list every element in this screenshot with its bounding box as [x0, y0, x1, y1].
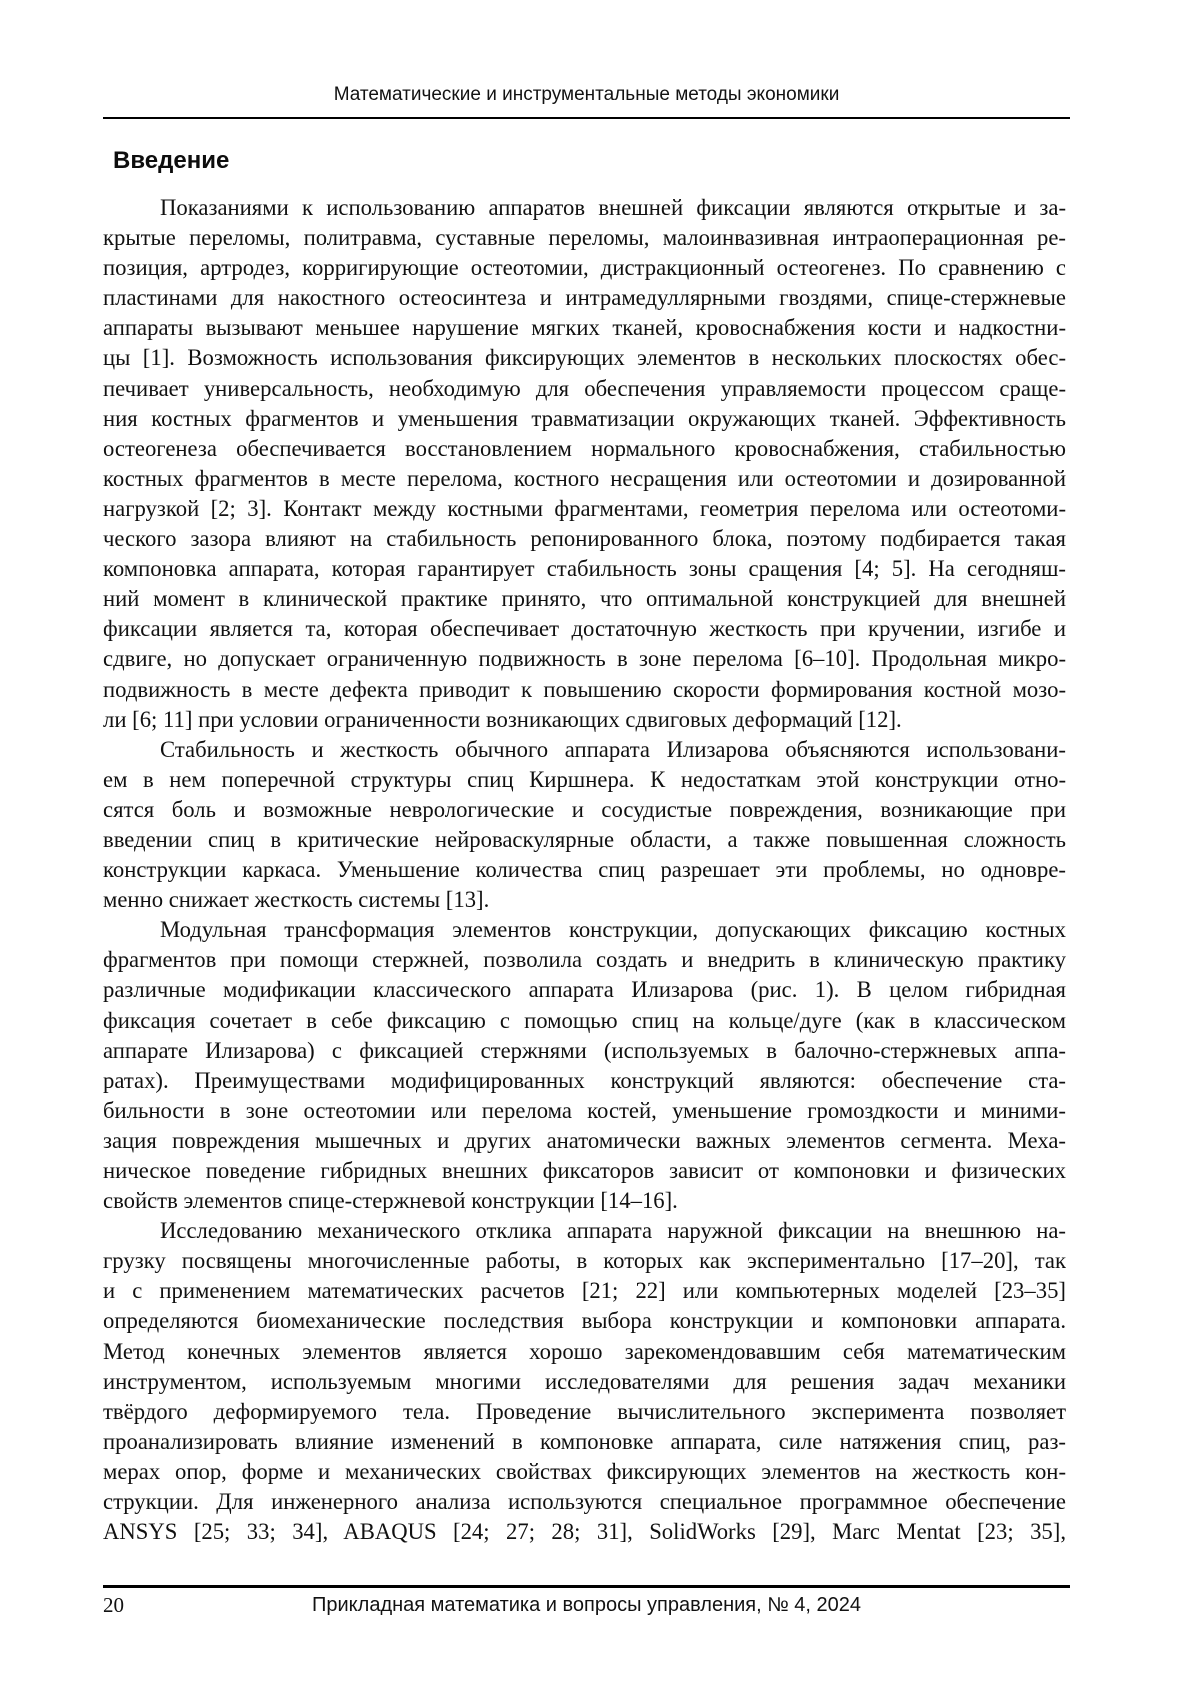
body-line: фрагментов при помощи стержней, позволила создать и внедрить в клиническую практику [103, 947, 1066, 973]
body-line: менно снижает жесткость системы [13]. [103, 887, 490, 913]
body-line: сятся боль и возможные неврологические и сосудистые повреждения, возникающие при [103, 796, 1066, 822]
body-line: фиксация сочетает в себе фиксацию с помощью спиц на кольце/дуге (как в классическом [103, 1007, 1066, 1033]
body-line: ли [6; 11] при условии ограниченности возникающих сдвиговых деформаций [12]. [103, 706, 902, 732]
body-line: ем в нем поперечной структуры спиц Киршнера. К недостаткам этой конструкции отно- [103, 766, 1066, 792]
section-heading: Введение [113, 147, 230, 174]
body-line: различные модификации классического аппарата Илизарова (рис. 1). В целом гибридная [103, 977, 1066, 1003]
body-line: ANSYS [25; 33; 34], ABAQUS [24; 27; 28; 31], SolidWorks [29], Marc Mentat [23; 35], [103, 1519, 1066, 1545]
body-line: зация повреждения мышечных и других анатомически важных элементов сегмента. Меха- [103, 1127, 1066, 1153]
paragraph [103, 193, 1066, 735]
body-line: струкции. Для инженерного анализа используются специальное программное обеспечение [103, 1489, 1066, 1515]
paragraph [103, 915, 1066, 1216]
body-line: Исследованию механического отклика аппарата наружной фиксации на внешнюю на- [160, 1218, 1066, 1244]
footer-rule [103, 1585, 1070, 1588]
body-line: Показаниями к использованию аппаратов внешней фиксации являются открытые и за- [160, 195, 1066, 220]
body-line: бильности в зоне остеотомии или перелома костей, уменьшение громоздкости и миними- [103, 1097, 1066, 1123]
body-line: введении спиц в критические нейроваскулярные области, а также повышенная сложность [103, 826, 1066, 852]
body-line: ническое поведение гибридных внешних фиксаторов зависит от компоновки и физических [103, 1158, 1066, 1183]
running-header: Математические и инструментальные методы экономики [333, 84, 840, 105]
body-line: нагрузкой [2; 3]. Контакт между костными фрагментами, геометрия перелома или остеотоми- [103, 495, 1066, 521]
body-line: ний момент в клинической практике принято, что оптимальной конструкцией для внешней [103, 586, 1066, 612]
body-line: подвижность в месте дефекта приводит к повышению скорости формирования костной мозо- [103, 676, 1066, 702]
body-line: фиксации является та, которая обеспечивает достаточную жесткость при кручении, изгибе и [103, 616, 1066, 642]
page-number: 20 [103, 1593, 124, 1617]
body-line: проанализировать влияние изменений в компоновке аппарата, силе натяжения спиц, раз- [103, 1428, 1066, 1454]
body-line: определяются биомеханические последствия выбора конструкции и компоновки аппарата. [103, 1308, 1066, 1334]
body-line: цы [1]. Возможность использования фиксирующих элементов в нескольких плоскостях обес- [103, 345, 1066, 371]
body-line: Стабильность и жесткость обычного аппарата Илизарова объясняются использовани- [160, 736, 1066, 762]
body-line: пластинами для накостного остеосинтеза и интрамедуллярными гвоздями, спице-стержневые [103, 285, 1066, 311]
journal-title: Прикладная математика и вопросы управления, № 4, 2024 [312, 1594, 861, 1616]
body-line: печивает универсальность, необходимую для обеспечения управляемости процессом сраще- [103, 375, 1066, 401]
body-line: аппараты вызывают меньшее нарушение мягких тканей, кровоснабжения кости и надкостни- [103, 315, 1066, 341]
paragraph [103, 735, 1066, 916]
header-rule [103, 117, 1070, 119]
body-line: ратах). Преимуществами модифицированных конструкций являются: обеспечение ста- [103, 1067, 1066, 1093]
body-text [103, 193, 1066, 1547]
paragraph [103, 1216, 1066, 1547]
body-line: конструкции каркаса. Уменьшение количества спиц разрешает эти проблемы, но одновре- [103, 857, 1066, 883]
page-footer [103, 1592, 1070, 1618]
body-line: инструментом, используемым многими исследователями для решения задач механики [103, 1368, 1066, 1394]
body-line: ния костных фрагментов и уменьшения травматизации окружающих тканей. Эффективность [103, 405, 1066, 431]
body-line: твёрдого деформируемого тела. Проведение вычислительного эксперимента позволяет [103, 1398, 1066, 1424]
body-line: грузку посвящены многочисленные работы, в которых как экспериментально [17–20], так [103, 1248, 1066, 1274]
body-line: Метод конечных элементов является хорошо зарекомендовавшим себя математическим [103, 1338, 1066, 1364]
body-line: крытые переломы, политравма, суставные переломы, малоинвазивная интраоперационная ре- [103, 225, 1066, 251]
body-line: позиция, артродез, корригирующие остеотомии, дистракционный остеогенез. По сравнению с [103, 255, 1066, 281]
body-line: остеогенеза обеспечивается восстановлением нормального кровоснабжения, стабильностью [103, 435, 1066, 461]
body-line: сдвиге, но допускает ограниченную подвижность в зоне перелома [6–10]. Продольная микро- [103, 646, 1066, 672]
body-line: костных фрагментов в месте перелома, костного несращения или остеотомии и дозированной [103, 465, 1066, 491]
body-line: мерах опор, форме и механических свойствах фиксирующих элементов на жесткость кон- [103, 1458, 1066, 1484]
body-line: аппарате Илизарова) с фиксацией стержнями (используемых в балочно-стержневых аппа- [103, 1037, 1066, 1063]
body-line: компоновка аппарата, которая гарантирует стабильность зоны сращения [4; 5]. На сегодняш- [103, 556, 1066, 582]
body-line: и с применением математических расчетов [21; 22] или компьютерных моделей [23–35] [103, 1278, 1066, 1304]
body-line: свойств элементов спице-стержневой конструкции [14–16]. [103, 1188, 678, 1214]
body-line: ческого зазора влияют на стабильность репонированного блока, поэтому подбирается такая [103, 526, 1066, 552]
body-line: Модульная трансформация элементов конструкции, допускающих фиксацию костных [160, 917, 1066, 943]
